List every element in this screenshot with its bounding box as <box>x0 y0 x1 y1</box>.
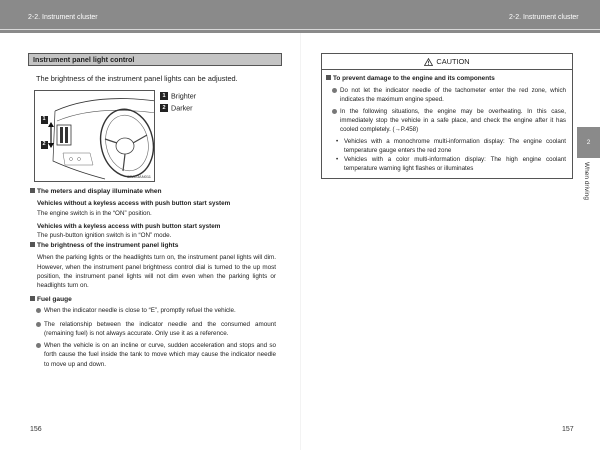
meters-text-1: The engine switch is in the “ON” position. <box>37 209 152 217</box>
callout-2: 2 <box>42 141 46 147</box>
caution-body <box>322 70 572 173</box>
fuel-heading: Fuel gauge <box>30 295 276 304</box>
caution-bullet-2: In the following situations, the engine may be overheating. In this case, immediately stop the vehicle in a safe place, and check the engine after it has cooled completely. (→P.458) <box>326 107 566 134</box>
meters-heading: The meters and display illuminate when <box>30 187 276 196</box>
warning-triangle-icon <box>424 58 433 66</box>
page-gutter <box>300 33 301 450</box>
caution-title: CAUTION <box>436 57 470 66</box>
meters-text-2: The push-button ignition switch is in “ON” mode. <box>37 232 172 240</box>
chapter-tab: 2 <box>577 127 600 158</box>
caution-bullet-1: Do not let the indicator needle of the tachometer enter the red zone, which indicates the maximum engine speed. <box>326 86 566 104</box>
caution-heading: To prevent damage to the engine and its components <box>326 74 566 83</box>
callout-1: 1 <box>42 116 46 122</box>
brightness-section <box>30 241 276 290</box>
dashboard-figure <box>34 90 155 182</box>
fuel-bullet-3: When the vehicle is on an incline or curve, sudden acceleration and stops and so forth cause the fuel inside the tank to move which may cause the indicator needle to move up and down. <box>30 341 276 369</box>
caution-header <box>322 54 572 70</box>
fuel-bullet-2: The relationship between the indicator needle and the consumed amount (remaining fuel) is not always accurate. Only use it as a reference. <box>30 320 276 339</box>
caution-dash-2: • Vehicles with a color multi-information display: The high engine coolant temperature warning light flashes or illuminates <box>336 156 566 172</box>
intro-text: The brightness of the instrument panel lights can be adjusted. <box>36 74 238 83</box>
chapter-label: When driving <box>583 162 590 200</box>
legend-label: Brighter <box>171 91 197 101</box>
caution-dash-1: • Vehicles with a monochrome multi-information display: The engine coolant temperature gauge enters the red zone <box>336 138 566 154</box>
header-rule <box>0 29 600 30</box>
brightness-text: When the parking lights or the headlights turn on, the instrument panel lights will dim. However, when the instrument panel brightness control dial is turned to the up most position, the instrument panel lights will not dim even when the parking lights or headlights turn on. <box>37 254 276 290</box>
meters-sub-heading-1: Vehicles without a keyless access with push button start system <box>37 200 231 208</box>
header-left-title: 2-2. Instrument cluster <box>28 14 98 21</box>
header-bar <box>0 0 600 33</box>
header-right-title: 2-2. Instrument cluster <box>509 14 579 21</box>
fuel-section <box>30 295 276 369</box>
legend-item-darker <box>160 103 193 113</box>
section-title: Instrument panel light control <box>28 53 282 66</box>
caution-box <box>321 53 573 179</box>
legend-number: 1 <box>160 92 168 100</box>
page-number-right: 157 <box>562 426 574 433</box>
fuel-bullet-1: When the indicator needle is close to “E”, promptly refuel the vehicle. <box>30 306 276 316</box>
legend-item-brighter <box>160 91 196 101</box>
dashboard-illustration <box>35 91 155 182</box>
brightness-heading: The brightness of the instrument panel lights <box>30 241 276 250</box>
meters-sub-heading-2: Vehicles with a keyless access with push button start system <box>37 222 221 230</box>
legend-label: Darker <box>171 103 193 113</box>
page-number-left: 156 <box>30 426 42 433</box>
meters-section <box>30 187 276 240</box>
legend-number: 2 <box>160 104 168 112</box>
figure-code: CTA03AN011 <box>126 174 151 179</box>
